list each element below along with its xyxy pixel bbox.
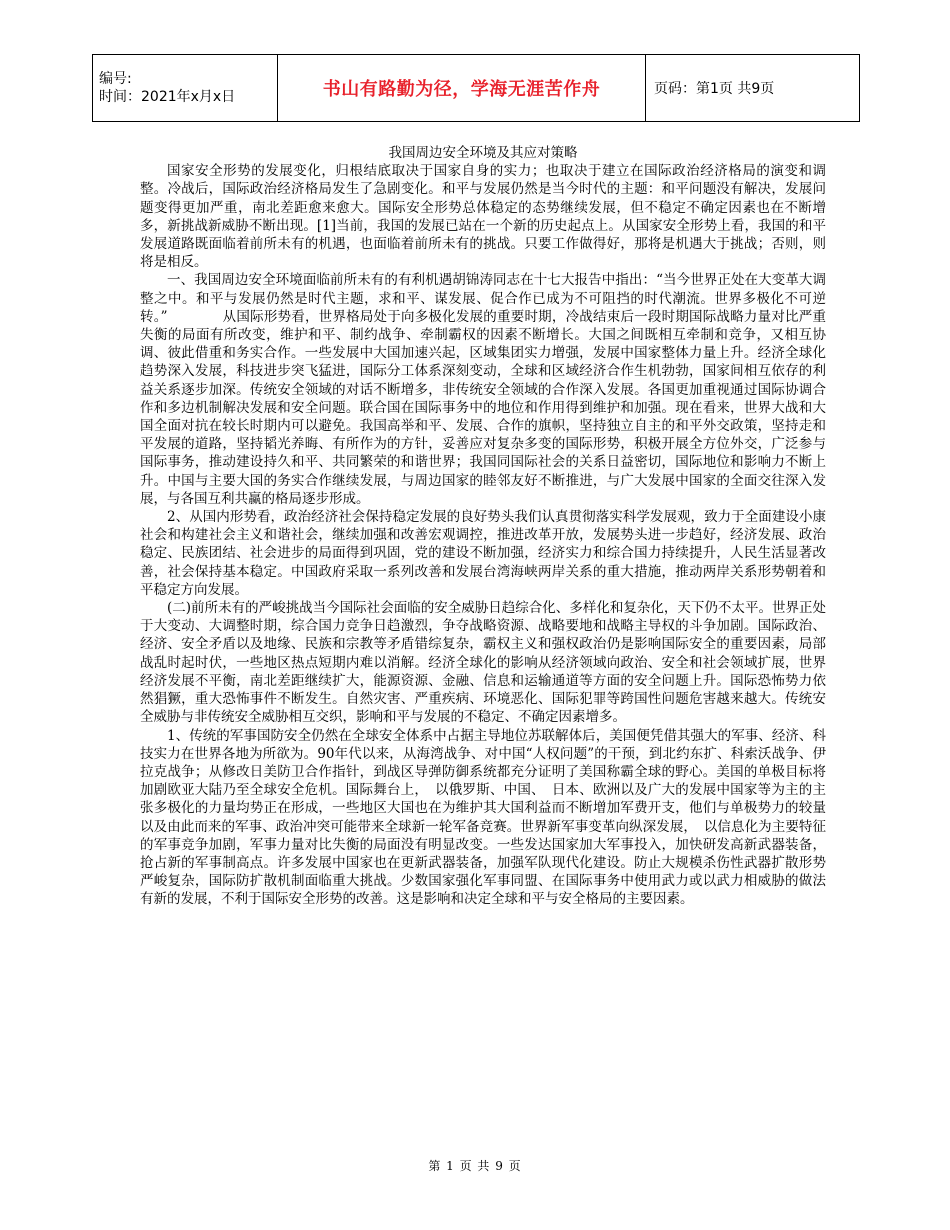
header-table	[92, 54, 860, 122]
paragraph: 1、传统的军事国防安全仍然在全球安全体系中占据主导地位苏联解体后，美国便凭借其强大的军事、经济、科技实力在世界各地为所欲为。90年代以来，从海湾战争、对中国“人权问题”的干预，到北约东扩、科索沃战争、伊拉克战争；从修改日美防卫合作指针，到战区导弹防御系统都充分证明了美国称霸全球的野心。美国的单极目标将加剧欧亚大陆乃至全球安全危机。国际舞台上， 以俄罗斯、中国、 日本、欧洲以及广大的发展中国家等为主的主张多极化的力量均势正在形成，一些地区大国也在为维护其大国利益而不断增加军费开支，他们与单极势力的较量以及由此而来的军事、政治冲突可能带来全球新一轮军备竞赛。世界新军事变革向纵深发展， 以信息化为主要特征的军事竞争加剧，军事力量对比失衡的局面没有明显改变。一些发达国家加大军事投入，加快研发高新武器装备，抢占新的军事制高点。许多发展中国家也在更新武器装备，加强军队现代化建设。防止大规模杀伤性武器扩散形势严峻复杂，国际防扩散机制面临重大挑战。少数国家强化军事同盟、在国际事务中使用武力或以武力相威胁的做法有新的发展，不利于国际安全形势的改善。这是影响和决定全球和平与安全格局的主要因素。	[140, 727, 826, 908]
header-page-info: 页码：第1页 共9页	[646, 55, 860, 122]
header-meta-cell	[93, 55, 278, 122]
document-title: 我国周边安全环境及其应对策略	[388, 145, 578, 161]
paragraph: 国家安全形势的发展变化，归根结底取决于国家自身的实力；也取决于建立在国际政治经济格局的演变和调整。冷战后，国际政治经济格局发生了急剧变化。和平与发展仍然是当今时代的主题：和平问题没有解决，发展问题变得更加严重，南北差距愈来愈大。国际安全形势总体稳定的态势继续发展，但不稳定不确定因素也在不断增多，新挑战新威胁不断出现。[1]当前，我国的发展已站在一个新的历史起点上。从国家安全形势上看，我国的和平发展道路既面临着前所未有的机遇，也面临着前所未有的挑战。只要工作做得好，那将是机遇大于挑战；否则，则将是相反。	[140, 163, 826, 271]
paragraph: (二)前所未有的严峻挑战当今国际社会面临的安全威胁日趋综合化、多样化和复杂化，天下仍不太平。世界正处于大变动、大调整时期，综合国力竞争日趋激烈，争夺战略资源、战略要地和战略主导权的斗争加剧。国际政治、经济、安全矛盾以及地缘、民族和宗教等矛盾错综复杂，霸权主义和强权政治仍是影响国际安全的重要因素，局部战乱时起时伏，一些地区热点短期内难以消解。经济全球化的影响从经济领域向政治、安全和社会领域扩展，世界经济发展不平衡，南北差距继续扩大，能源资源、金融、信息和运输通道等方面的安全问题上升。国际恐怖势力依然猖獗，重大恐怖事件不断发生。自然灾害、严重疾病、环境恶化、国际犯罪等跨国性问题危害越来越大。传统安全威胁与非传统安全威胁相互交织，影响和平与发展的不稳定、不确定因素增多。	[140, 600, 826, 726]
time-label: 时间：2021年x月x日	[99, 89, 236, 105]
page-footer: 第 1 页 共 9 页	[428, 1159, 522, 1173]
paragraph: 一、我国周边安全环境面临前所未有的有利机遇胡锦涛同志在十七大报告中指出：“当今世界正处在大变革大调整之中。和平与发展仍然是时代主题，求和平、谋发展、促合作已成为不可阻挡的时代潮流。世界多极化不可逆转。” 从国际形势看，世界格局处于向多极化发展的重要时期，冷战结束后一段时期国际战略力量对比严重失衡的局面有所改变，维护和平、制约战争、牵制霸权的因素不断增长。大国之间既相互牵制和竞争，又相互协调、彼此借重和务实合作。一些发展中大国加速兴起，区域集团实力增强，发展中国家整体力量上升。经济全球化趋势深入发展，科技进步突飞猛进，国际分工体系深刻变动，全球和区域经济合作生机勃勃，国家间相互依存的利益关系逐步加深。传统安全领域的对话不断增多，非传统安全领域的合作深入发展。各国更加重视通过国际协调合作和多边机制解决发展和安全问题。联合国在国际事务中的地位和作用得到维护和加强。现在看来，世界大战和大国全面对抗在较长时期内可以避免。我国高举和平、发展、合作的旗帜，坚持独立自主的和平外交政策，坚持走和平发展的道路，坚持韬光养晦、有所作为的方针，妥善应对复杂多变的国际形势，积极开展全方位外交，广泛参与国际事务，推动建设持久和平、共同繁荣的和谐世界；我国同国际社会的关系日益密切，国际地位和影响力不断上升。中国与主要大国的务实合作继续发展，与周边国家的睦邻友好不断推进，与广大发展中国家的全面交往深入发展，与各国互利共赢的格局逐步形成。	[140, 272, 826, 507]
paragraph: 2、从国内形势看，政治经济社会保持稳定发展的良好势头我们认真贯彻落实科学发展观，致力于全面建设小康社会和构建社会主义和谐社会，继续加强和改善宏观调控，推进改革开放，发展势头进一步趋好，经济发展、政治稳定、民族团结、社会进步的局面得到巩固，党的建设不断加强，经济实力和综合国力持续提升，人民生活显著改善，社会保持基本稳定。中国政府采取一系列改善和发展台湾海峡两岸关系的重大措施，推动两岸关系形势朝着和平稳定方向发展。	[140, 509, 826, 598]
number-label: 编号:	[99, 71, 132, 87]
document-body	[140, 144, 826, 909]
header-motto: 书山有路勤为径，学海无涯苦作舟	[278, 55, 646, 122]
